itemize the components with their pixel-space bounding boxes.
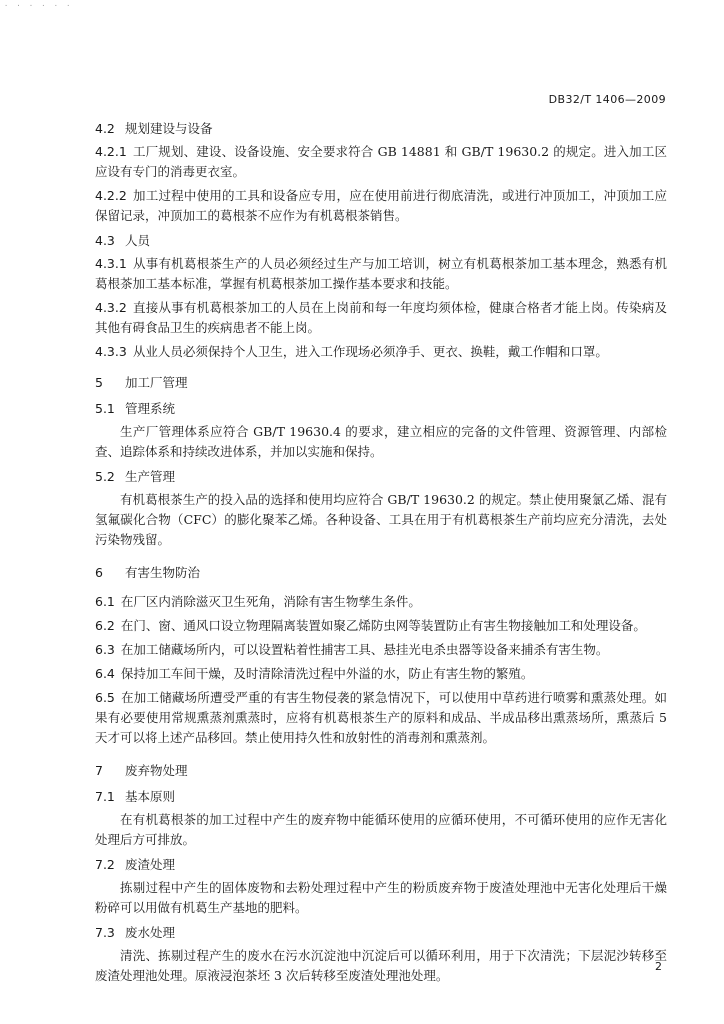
section-title: 废渣处理 bbox=[125, 857, 176, 872]
section-number: 5.1 bbox=[95, 401, 115, 416]
document-body bbox=[95, 120, 667, 986]
clause-number: 4.2.2 bbox=[95, 188, 127, 203]
clause-text: 加工过程中使用的工具和设备应专用，应在使用前进行彻底清洗，或进行冲顶加工，冲顶加工应保留记录，冲顶加工的葛根茶不应作为有机葛根茶销售。 bbox=[95, 188, 667, 223]
clause-paragraph bbox=[95, 342, 667, 362]
body-paragraph: 在有机葛根茶的加工过程中产生的废弃物中能循环使用的应循环使用，不可循环使用的应作无害化处理后方可排放。 bbox=[95, 812, 667, 847]
clause-paragraph bbox=[95, 616, 667, 636]
chapter-number: 6 bbox=[95, 565, 103, 580]
section-title: 规划建设与设备 bbox=[125, 121, 213, 136]
clause-number: 6.3 bbox=[95, 642, 115, 657]
section-title: 生产管理 bbox=[125, 469, 176, 484]
section-heading bbox=[95, 232, 667, 250]
section-heading bbox=[95, 468, 667, 486]
body-paragraph: 生产厂管理体系应符合 GB/T 19630.4 的要求，建立相应的完备的文件管理、资源管理、内部检查、追踪体系和持续改进体系，并加以实施和保持。 bbox=[95, 424, 667, 459]
chapter-title: 有害生物防治 bbox=[125, 565, 201, 580]
clause-text: 直接从事有机葛根茶加工的人员在上岗前和每一年度均须体检，健康合格者才能上岗。传染病及其他有碍食品卫生的疾病患者不能上岗。 bbox=[95, 300, 667, 335]
chapter-heading bbox=[95, 374, 667, 392]
clause-paragraph bbox=[95, 664, 667, 684]
clause-number: 4.3.3 bbox=[95, 344, 127, 359]
clause-number: 4.2.1 bbox=[95, 144, 127, 159]
section-heading bbox=[95, 400, 667, 418]
clause-text: 在加工储藏场所遭受严重的有害生物侵袭的紧急情况下，可以使用中草药进行喷雾和熏蒸处理。如果有必要使用常规熏蒸剂熏蒸时，应将有机葛根茶生产的原料和成品、半成品移出熏蒸场所，熏蒸后 5 天才可以将上述产品移回。禁止使用持久性和放射性的消毒剂和熏蒸剂。 bbox=[95, 690, 667, 745]
section-number: 5.2 bbox=[95, 469, 115, 484]
section-heading bbox=[95, 120, 667, 138]
clause-paragraph bbox=[95, 298, 667, 338]
clause-text: 从事有机葛根茶生产的人员必须经过生产与加工培训，树立有机葛根茶加工基本理念，熟悉有机葛根茶加工基本标准，掌握有机葛根茶加工操作基本要求和技能。 bbox=[95, 256, 667, 291]
chapter-title: 加工厂管理 bbox=[125, 375, 188, 390]
section-heading bbox=[95, 856, 667, 874]
clause-text: 在门、窗、通风口设立物理隔离装置如聚乙烯防虫网等装置防止有害生物接触加工和处理设备。 bbox=[120, 618, 646, 633]
clause-text: 在厂区内消除滋灭卫生死角，消除有害生物孳生条件。 bbox=[120, 594, 421, 609]
section-number: 7.3 bbox=[95, 925, 115, 940]
clause-text: 保持加工车间干燥，及时清除清洗过程中外溢的水，防止有害生物的繁殖。 bbox=[120, 666, 534, 681]
section-title: 人员 bbox=[125, 233, 151, 248]
body-paragraph: 清洗、拣剔过程产生的废水在污水沉淀池中沉淀后可以循环利用，用于下次清洗；下层泥沙转移至废渣处理池处理。原液浸泡茶坯 3 次后转移至废渣处理池处理。 bbox=[95, 948, 667, 983]
clause-paragraph bbox=[95, 640, 667, 660]
clause-number: 6.4 bbox=[95, 666, 115, 681]
clause-text: 在加工储藏场所内，可以设置粘着性捕害工具、悬挂光电杀虫器等设备来捕杀有害生物。 bbox=[120, 642, 609, 657]
section-heading bbox=[95, 924, 667, 942]
clause-number: 4.3.2 bbox=[95, 300, 127, 315]
section-title: 废水处理 bbox=[125, 925, 176, 940]
clause-number: 6.5 bbox=[95, 690, 115, 705]
clause-number: 4.3.1 bbox=[95, 256, 127, 271]
section-number: 7.2 bbox=[95, 857, 115, 872]
clause-number: 6.1 bbox=[95, 594, 115, 609]
section-title: 基本原则 bbox=[125, 789, 176, 804]
clause-text: 工厂规划、建设、设备设施、安全要求符合 GB 14881 和 GB/T 19630.2 的规定。进入加工区应设有专门的消毒更衣室。 bbox=[95, 144, 667, 179]
document-code: DB32/T 1406—2009 bbox=[548, 93, 666, 106]
scan-mark: · · · · · · bbox=[4, 2, 73, 10]
section-number: 4.3 bbox=[95, 233, 115, 248]
section-number: 4.2 bbox=[95, 121, 115, 136]
chapter-heading bbox=[95, 762, 667, 780]
section-heading bbox=[95, 788, 667, 806]
clause-number: 6.2 bbox=[95, 618, 115, 633]
section-title: 管理系统 bbox=[125, 401, 176, 416]
body-paragraph: 拣剔过程中产生的固体废物和去粉处理过程中产生的粉质废弃物于废渣处理池中无害化处理后干燥粉碎可以用做有机葛生产基地的肥料。 bbox=[95, 880, 667, 915]
clause-paragraph bbox=[95, 142, 667, 182]
body-paragraph: 有机葛根茶生产的投入品的选择和使用均应符合 GB/T 19630.2 的规定。禁止使用聚氯乙烯、混有氢氟碳化合物（CFC）的膨化聚苯乙烯。各种设备、工具在用于有机葛根茶生产前均应充分清洗，去处污染物残留。 bbox=[95, 492, 667, 547]
clause-paragraph bbox=[95, 186, 667, 226]
clause-paragraph bbox=[95, 254, 667, 294]
chapter-title: 废弃物处理 bbox=[125, 763, 188, 778]
chapter-number: 5 bbox=[95, 375, 103, 390]
chapter-number: 7 bbox=[95, 763, 103, 778]
clause-text: 从业人员必须保持个人卫生，进入工作现场必须净手、更衣、换鞋，戴工作帽和口罩。 bbox=[132, 344, 608, 359]
chapter-heading bbox=[95, 564, 667, 582]
clause-paragraph bbox=[95, 592, 667, 612]
section-number: 7.1 bbox=[95, 789, 115, 804]
page-number: 2 bbox=[655, 960, 662, 973]
clause-paragraph bbox=[95, 688, 667, 748]
